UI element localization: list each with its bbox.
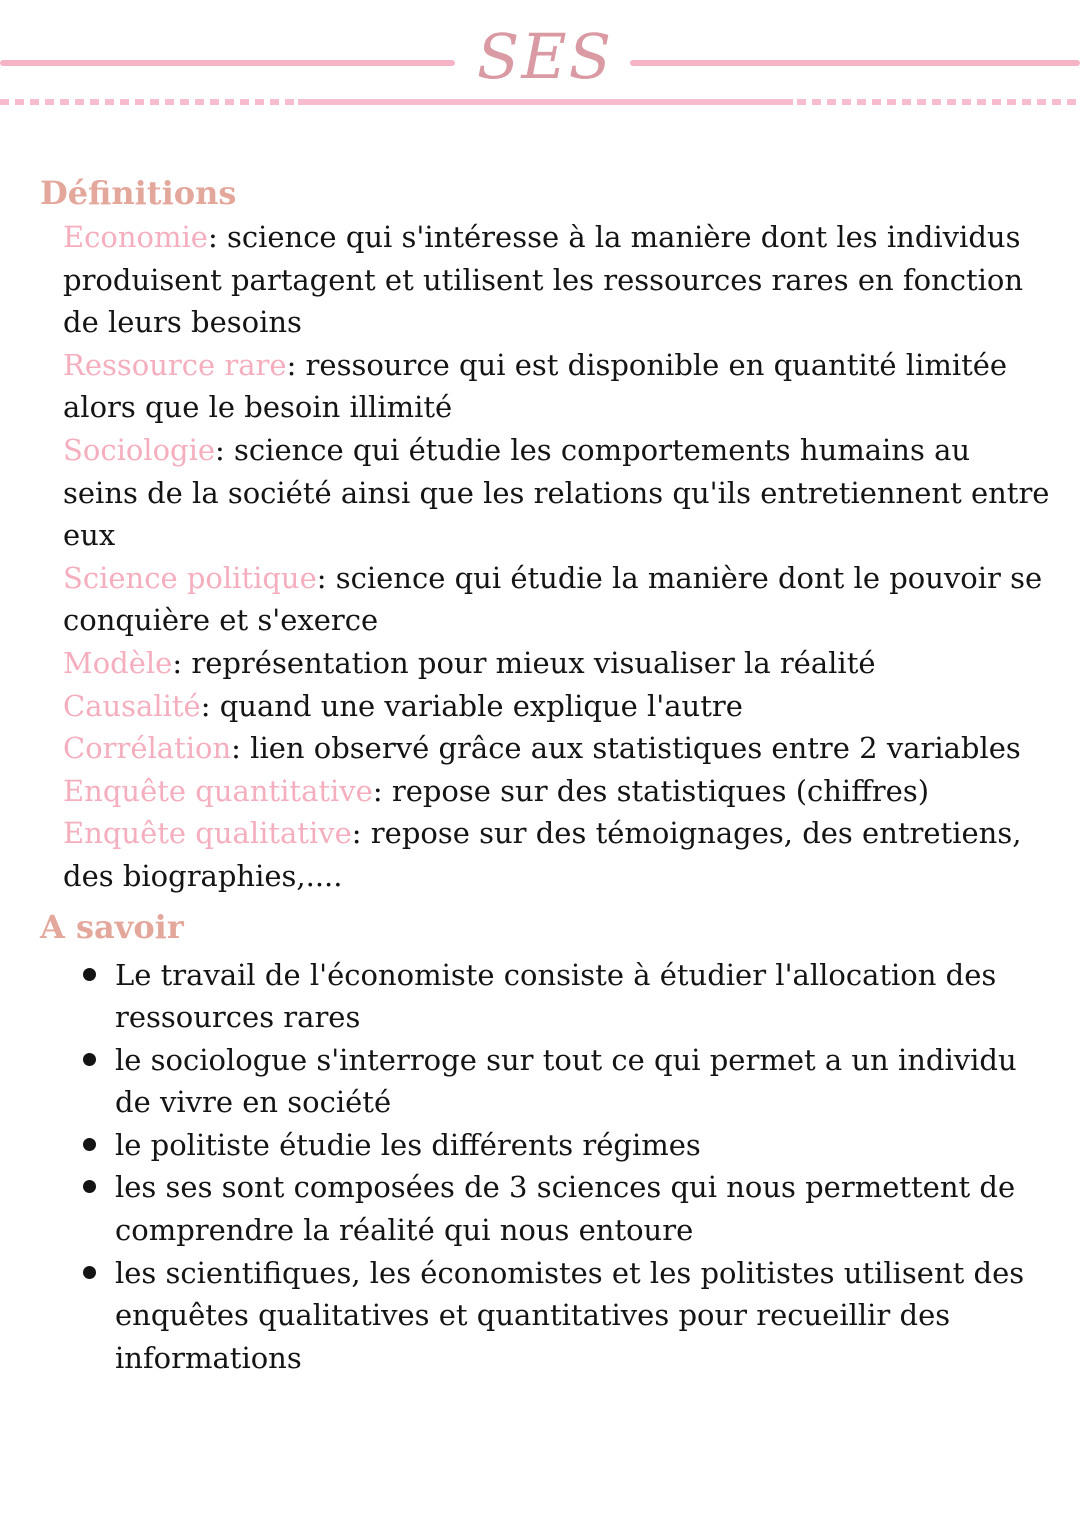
header-dotted-left (0, 99, 295, 105)
definition-text: quand une variable explique l'autre (210, 688, 743, 723)
definitions-heading: Définitions (40, 174, 237, 212)
bullet-icon (83, 1266, 96, 1279)
a-savoir-heading: A savoir (40, 907, 184, 946)
page-title: SES (476, 20, 614, 93)
list-item (40, 1039, 1050, 1124)
definition-term: Corrélation (63, 731, 232, 766)
list-item-text: Le travail de l'économiste consiste à étudier l'allocation des ressources rares (115, 957, 997, 1035)
definition-term: Enquête qualitative (63, 816, 352, 851)
definition-text: repose sur des témoignages, des entretiens, des biographies,.... (63, 816, 1022, 893)
definition-term: Economie (63, 220, 208, 254)
header-line-left (0, 60, 455, 66)
definition-text: représentation pour mieux visualiser la réalité (182, 645, 876, 680)
bullet-icon (83, 1053, 96, 1066)
definition-text: science qui étudie les comportements humains au seins de la société ainsi que les relations qu'ils entretiennent entre eux (63, 432, 1050, 553)
definition-item: Economie: science qui s'intéresse à la manière dont les individus produisent partagent et utilisent les ressources rares en fonction de leurs besoins (63, 220, 1024, 340)
definition-term: Causalité (63, 688, 201, 723)
list-item-text: le politiste étudie les différents régimes (115, 1127, 701, 1162)
definition-item: Causalité: quand une variable explique l'autre (63, 688, 743, 723)
header-dotted-right (797, 99, 1080, 105)
bullet-icon (83, 968, 96, 981)
definition-text: ressource qui est disponible en quantité limitée alors que le besoin illimité (63, 347, 1008, 425)
definition-item: Enquête quantitative: repose sur des statistiques (chiffres) (63, 773, 930, 808)
list-item (40, 1124, 1050, 1167)
list-item (40, 954, 1050, 1039)
bullet-icon (83, 1138, 96, 1151)
list-item-text: les scientifiques, les économistes et les politistes utilisent des enquêtes qualitatives et quantitatives pour recueillir des informations (115, 1255, 1025, 1375)
page-content (40, 170, 1050, 1379)
definition-term: Modèle (63, 645, 173, 680)
definition-item: Science politique: science qui étudie la manière dont le pouvoir se conquière et s'exerce (63, 560, 1043, 638)
definition-item: Modèle: représentation pour mieux visualiser la réalité (63, 645, 876, 680)
list-item (40, 1166, 1050, 1251)
definition-text: science qui s'intéresse à la manière dont les individus produisent partagent et utilisent les ressources rares en fonction de leurs besoins (63, 220, 1024, 340)
definition-item: Corrélation: lien observé grâce aux statistiques entre 2 variables (63, 731, 1021, 766)
definition-item: Sociologie: science qui étudie les comportements humains au seins de la société ainsi que les relations qu'ils entretiennent entre eux (63, 432, 1050, 553)
definition-term: Sociologie (63, 432, 216, 467)
definition-item: Enquête qualitative: repose sur des témoignages, des entretiens, des biographies,.... (63, 816, 1022, 893)
list-item-text: le sociologue s'interroge sur tout ce qui permet a un individu de vivre en société (115, 1042, 1017, 1120)
bullet-icon (83, 1180, 96, 1193)
definition-item: Ressource rare: ressource qui est disponible en quantité limitée alors que le besoin illimité (63, 347, 1008, 425)
definitions-list (40, 216, 1050, 898)
list-item (40, 1252, 1050, 1380)
definition-term: Ressource rare (63, 347, 287, 382)
definition-text: repose sur des statistiques (chiffres) (382, 773, 930, 808)
header-line-right (630, 60, 1080, 66)
a-savoir-list (40, 954, 1050, 1380)
definition-term: Science politique (63, 560, 317, 595)
definition-text: lien observé grâce aux statistiques entre 2 variables (240, 731, 1021, 766)
definition-text: science qui étudie la manière dont le pouvoir se conquière et s'exerce (63, 560, 1043, 638)
list-item-text: les ses sont composées de 3 sciences qui nous permettent de comprendre la réalité qui nous entoure (115, 1170, 1016, 1248)
definition-term: Enquête quantitative (63, 773, 373, 808)
